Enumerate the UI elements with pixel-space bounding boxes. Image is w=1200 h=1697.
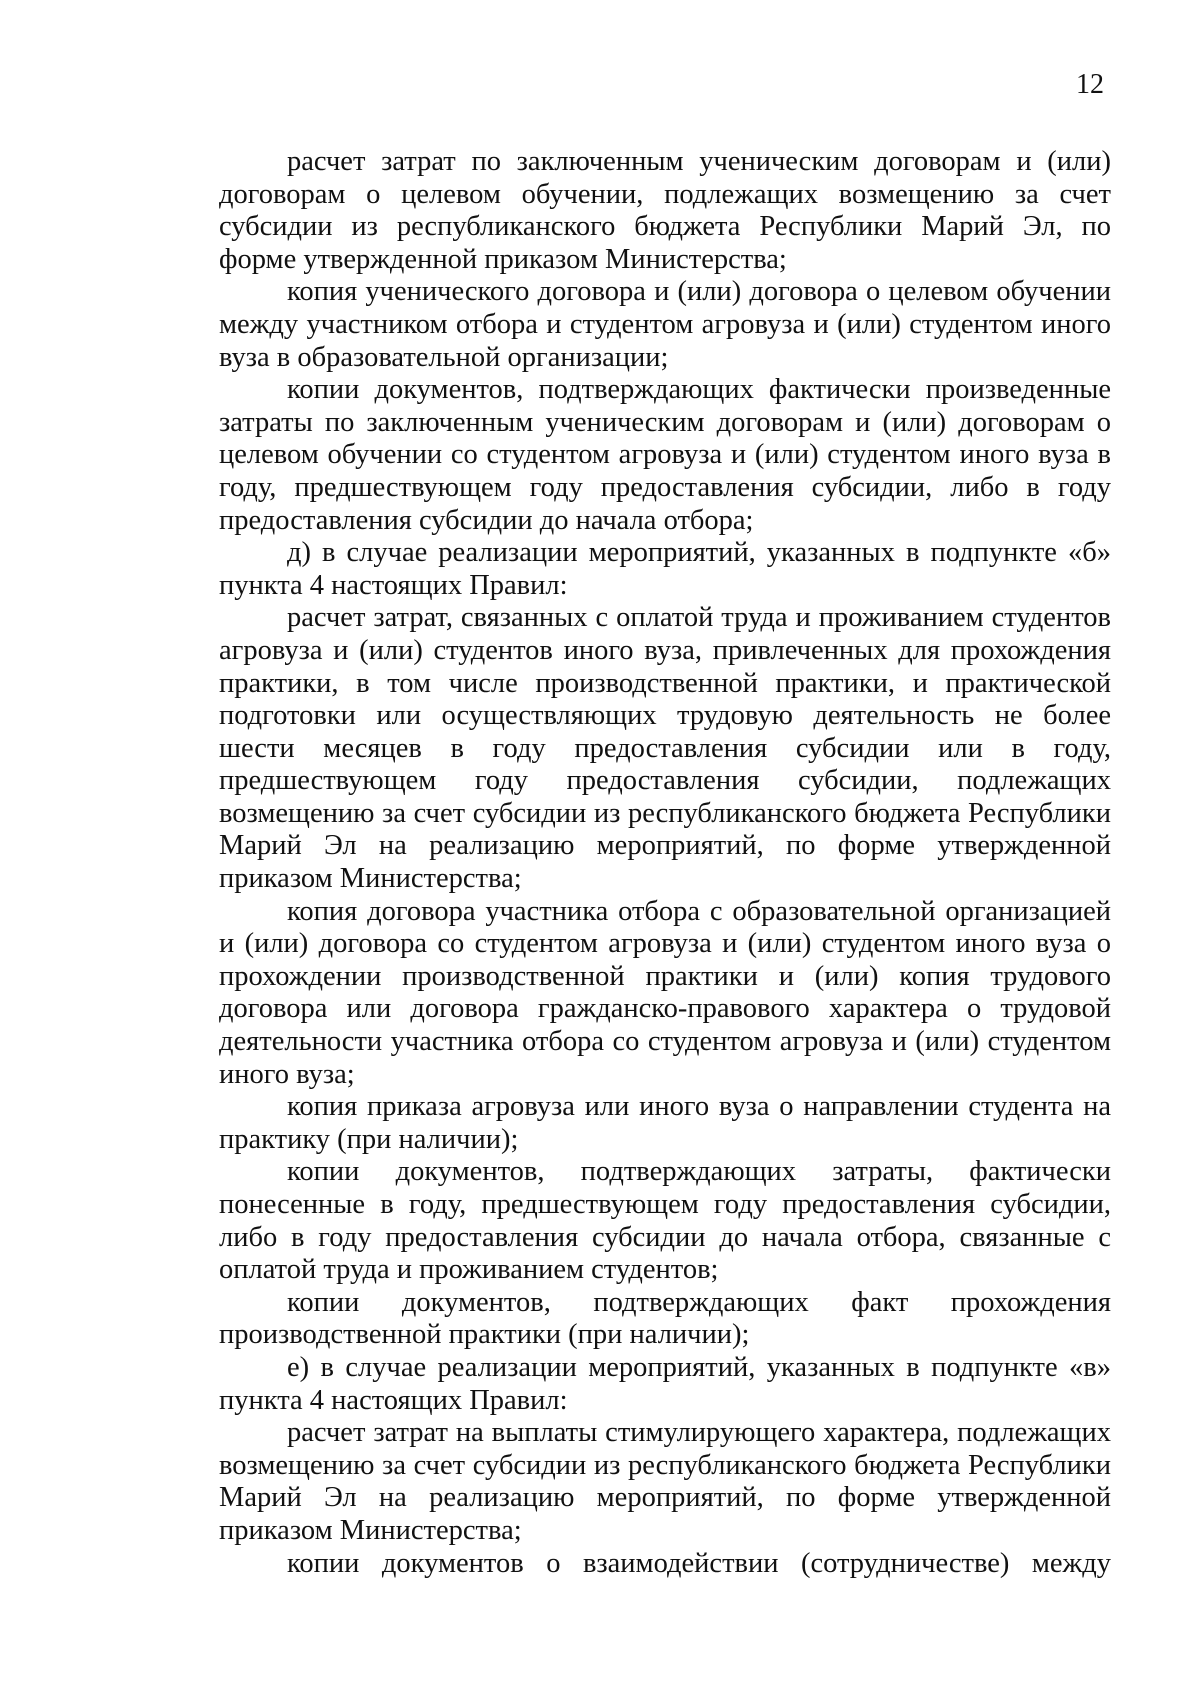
document-body (219, 146, 1111, 1580)
paragraph: д) в случае реализации мероприятий, указанных в подпункте «б» пункта 4 настоящих Правил: (219, 537, 1111, 601)
paragraph: расчет затрат на выплаты стимулирующего характера, подлежащих возмещению за счет субсидии из республиканского бюджета Республики Марий Эл на реализацию мероприятий, по форме утвержденной приказом Министерства; (219, 1417, 1111, 1546)
paragraph: копии документов, подтверждающих фактически произведенные затраты по заключенным ученическим договорам и (или) договорам о целевом обучении со студентом агровуза и (или) студентом иного вуза в году, предшествующем году предоставления субсидии, либо в году предоставления субсидии до начала отбора; (219, 374, 1111, 536)
paragraph: копия приказа агровуза или иного вуза о направлении студента на практику (при наличии); (219, 1091, 1111, 1155)
paragraph: копии документов, подтверждающих затраты, фактически понесенные в году, предшествующем году предоставления субсидии, либо в году предоставления субсидии до начала отбора, связанные с оплатой труда и проживанием студентов; (219, 1156, 1111, 1286)
paragraph: е) в случае реализации мероприятий, указанных в подпункте «в» пункта 4 настоящих Правил: (219, 1351, 1111, 1416)
paragraph: копии документов о взаимодействии (сотрудничестве) между (287, 1547, 1111, 1579)
paragraph: расчет затрат по заключенным ученическим договорам и (или) договорам о целевом обучении, подлежащих возмещению за счет субсидии из республиканского бюджета Республики Марий Эл, по форме утвержденной приказом Министерства; (219, 146, 1111, 275)
paragraph: копия договора участника отбора с образовательной организацией и (или) договора со студентом агровуза и (или) студентом иного вуза о прохождении производственной практики и (или) копия трудового договора или договора гражданско-правового характера о трудовой деятельности участника отбора со студентом агровуза и (или) студентом иного вуза; (219, 895, 1111, 1090)
paragraph: копия ученического договора и (или) договора о целевом обучении между участником отбора и студентом агровуза и (или) студентом иного вуза в образовательной организации; (219, 276, 1111, 373)
paragraph: копии документов, подтверждающих факт прохождения производственной практики (при наличии); (219, 1286, 1111, 1351)
paragraph: расчет затрат, связанных с оплатой труда и проживанием студентов агровуза и (или) студентов иного вуза, привлеченных для прохождения практики, в том числе производственной практики, и практической подготовки или осуществляющих трудовую деятельность не более шести месяцев в году предоставления субсидии или в году, предшествующем году предоставления субсидии, подлежащих возмещению за счет субсидии из республиканского бюджета Республики Марий Эл на реализацию мероприятий, по форме утвержденной приказом Министерства; (219, 602, 1111, 895)
page-number: 12 (1076, 69, 1104, 100)
